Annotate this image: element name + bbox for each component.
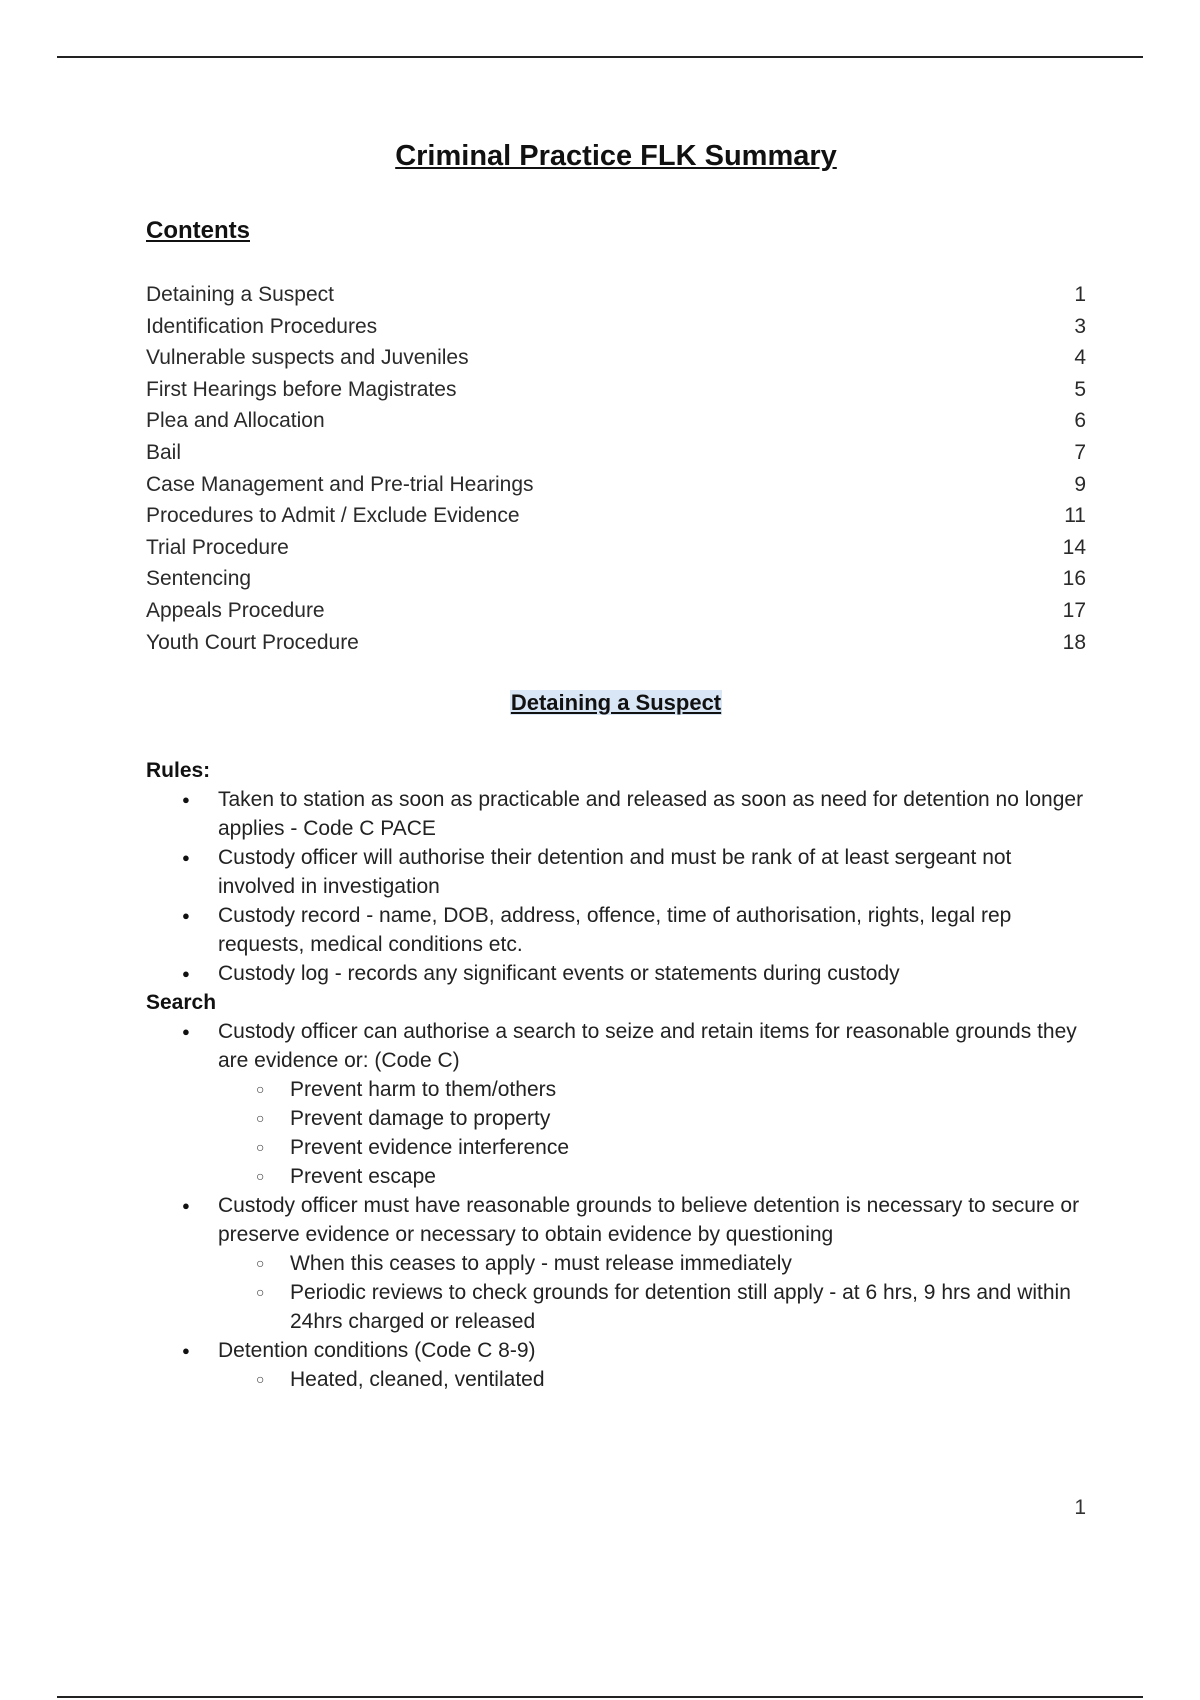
toc-item-label: Sentencing <box>146 567 252 591</box>
toc-item-page: 11 <box>1064 504 1086 528</box>
toc-item[interactable] <box>146 437 1086 469</box>
contents-heading: Contents <box>146 217 250 244</box>
sub-list-item: ○ Prevent damage to property <box>290 1104 1086 1133</box>
list-item <box>218 1191 1086 1336</box>
list-item <box>218 1017 1086 1191</box>
toc-item[interactable] <box>146 532 1086 564</box>
top-rule <box>57 56 1143 58</box>
list-item <box>218 1336 1086 1394</box>
toc-item-label: Appeals Procedure <box>146 598 325 622</box>
toc-item-label: Bail <box>146 440 182 464</box>
sub-list-item: ○ Prevent escape <box>290 1162 1086 1191</box>
list-item: ● Taken to station as soon as practicable and released as soon as need for detention no longer applies - Code C PACE <box>218 785 1086 843</box>
document-title: Criminal Practice FLK Summary <box>395 140 837 172</box>
toc-item-label: Youth Court Procedure <box>146 630 359 654</box>
toc-item[interactable] <box>146 595 1086 627</box>
sub-list <box>218 1075 1086 1191</box>
sub-list-item: ○ When this ceases to apply - must release immediately <box>290 1249 1086 1278</box>
toc-item[interactable] <box>146 627 1086 659</box>
toc-item-page: 9 <box>1074 472 1086 496</box>
toc-item-label: Detaining a Suspect <box>146 283 334 306</box>
table-of-contents <box>146 279 1086 658</box>
toc-item-label: Identification Procedures <box>146 314 378 338</box>
section-heading <box>146 690 1086 716</box>
document-page <box>146 140 1086 1394</box>
sub-list-item: ○ Heated, cleaned, ventilated <box>290 1365 1086 1394</box>
toc-item-page: 14 <box>1062 535 1086 559</box>
search-subheading: Search <box>146 991 217 1015</box>
toc-item-page: 3 <box>1074 314 1086 338</box>
search-list <box>146 1017 1086 1394</box>
rules-subheading: Rules: <box>146 759 211 783</box>
list-item: ● Custody log - records any significant events or statements during custody <box>218 959 1086 988</box>
toc-item-page: 17 <box>1062 598 1086 622</box>
toc-item[interactable] <box>146 279 1086 311</box>
list-item-text: Custody officer must have reasonable grounds to believe detention is necessary to secure or preserve evidence or necessary to obtain evidence by questioning <box>218 1194 1080 1247</box>
toc-item-label: Plea and Allocation <box>146 409 325 433</box>
sub-list <box>218 1365 1086 1394</box>
sub-list-item: ○ Prevent evidence interference <box>290 1133 1086 1162</box>
sub-list-item: ○ Prevent harm to them/others <box>290 1075 1086 1104</box>
toc-item[interactable] <box>146 405 1086 437</box>
toc-item[interactable] <box>146 342 1086 374</box>
toc-item[interactable] <box>146 311 1086 343</box>
toc-item-label: Trial Procedure <box>146 535 289 559</box>
bottom-rule <box>57 1696 1143 1698</box>
rules-list <box>146 785 1086 988</box>
toc-item-page: 7 <box>1074 440 1086 464</box>
toc-item-label: Case Management and Pre-trial Hearings <box>146 472 534 496</box>
section-heading-text: Detaining a Suspect <box>510 690 722 716</box>
toc-item-page: 18 <box>1062 630 1086 654</box>
toc-item-page: 4 <box>1074 346 1086 370</box>
list-item: ● Custody record - name, DOB, address, offence, time of authorisation, rights, legal rep requests, medical conditions etc. <box>218 901 1086 959</box>
sub-list-item: ○ Periodic reviews to check grounds for detention still apply - at 6 hrs, 9 hrs and within 24hrs charged or released <box>290 1278 1086 1336</box>
toc-item[interactable] <box>146 469 1086 501</box>
sub-list <box>218 1249 1086 1336</box>
toc-item-label: Procedures to Admit / Exclude Evidence <box>146 504 520 528</box>
toc-item[interactable] <box>146 374 1086 406</box>
list-item-text: Custody officer can authorise a search to seize and retain items for reasonable grounds they are evidence or: (Code C) <box>218 1020 1077 1073</box>
list-item-text: Detention conditions (Code C 8-9) <box>218 1339 536 1363</box>
page-number: 1 <box>1074 1496 1086 1519</box>
toc-item-label: Vulnerable suspects and Juveniles <box>146 346 469 370</box>
toc-item[interactable] <box>146 563 1086 595</box>
list-item: ● Custody officer will authorise their detention and must be rank of at least sergeant not involved in investigation <box>218 843 1086 901</box>
toc-item-page: 1 <box>1074 283 1086 306</box>
toc-item-page: 16 <box>1062 567 1086 591</box>
toc-item-page: 6 <box>1074 409 1086 433</box>
toc-item-label: First Hearings before Magistrates <box>146 377 457 401</box>
toc-item-page: 5 <box>1074 377 1086 401</box>
toc-item[interactable] <box>146 500 1086 532</box>
